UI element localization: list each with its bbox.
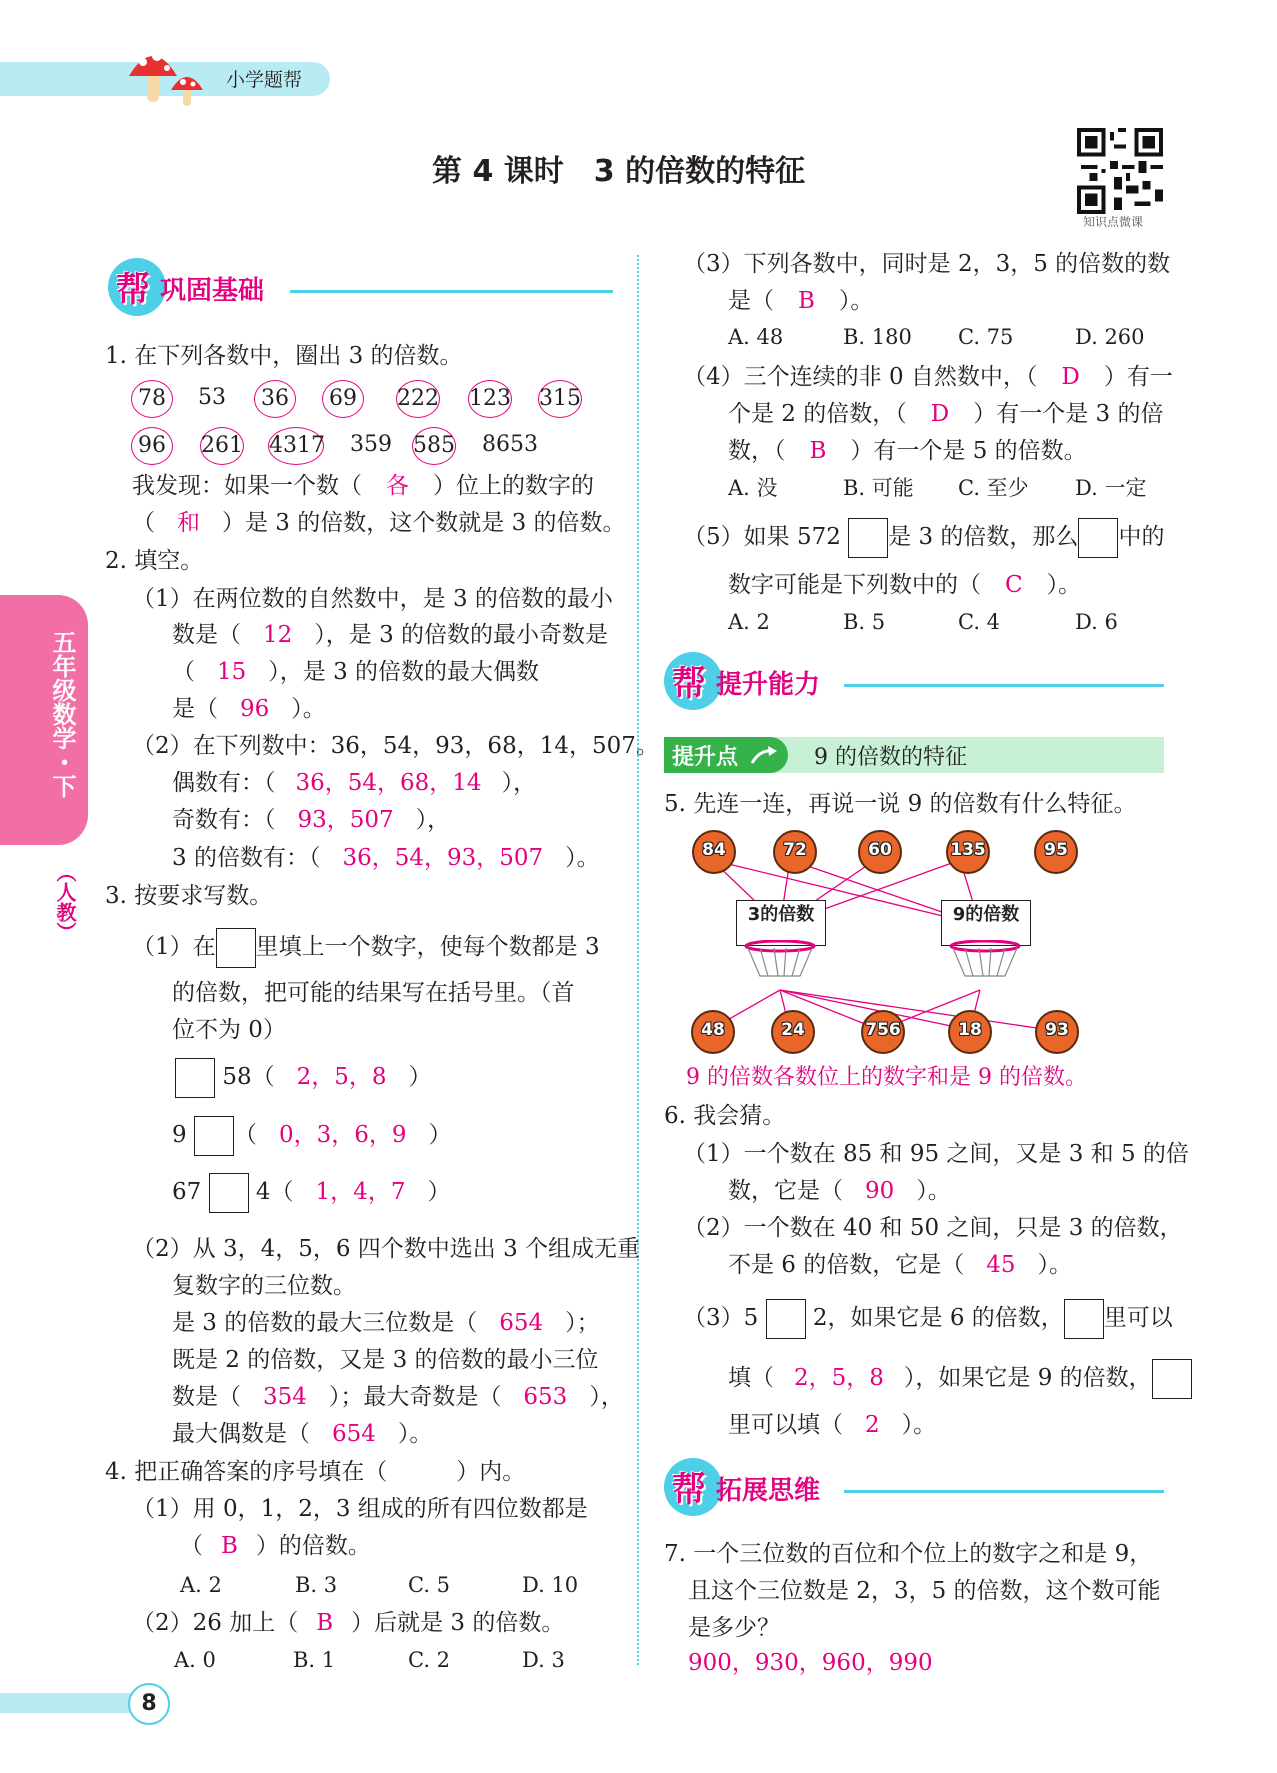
option-c[interactable]: C. 75 xyxy=(958,325,1014,349)
q4-text: 4. 把正确答案的序号填在（ ）内。 xyxy=(105,1459,526,1485)
circled-number[interactable]: 96 xyxy=(131,427,173,465)
blank-box[interactable] xyxy=(1064,1299,1104,1339)
blank-box[interactable] xyxy=(175,1058,215,1098)
basketball-18[interactable]: 18 xyxy=(948,1010,992,1054)
number[interactable]: 8653 xyxy=(482,432,538,457)
tip-bar xyxy=(664,737,1164,773)
q1-find-line2: （ 和 ）是 3 的倍数，这个数就是 3 的倍数。 xyxy=(132,510,626,536)
circled-number[interactable]: 69 xyxy=(322,380,364,418)
q3-text: 3. 按要求写数。 xyxy=(105,883,273,909)
number[interactable]: 359 xyxy=(350,432,392,457)
column-divider xyxy=(637,255,639,1665)
q3-s2-line2: 复数字的三位数。 xyxy=(172,1273,356,1299)
basketball-84[interactable]: 84 xyxy=(692,830,736,874)
section-rule xyxy=(844,684,1164,687)
option-a[interactable]: A. 48 xyxy=(728,325,784,349)
tip-text: 9 的倍数的特征 xyxy=(814,745,967,770)
q4-s2-line1: （2）26 加上（ B ）后就是 3 的倍数。 xyxy=(132,1610,565,1636)
option-d[interactable]: D. 260 xyxy=(1075,325,1145,349)
q3-s2-line5: 数是（ 354 ）；最大奇数是（ 653 ）， xyxy=(172,1384,624,1410)
bang-badge: 帮 xyxy=(664,1458,722,1516)
page-title: 第 4 课时 3 的倍数的特征 xyxy=(432,154,806,189)
q2-s1-line3: （ 15 ），是 3 的倍数的最大偶数 xyxy=(172,659,540,685)
q3-s1-line1: （1）在 里填上一个数字，使每个数都是 3 xyxy=(132,928,600,968)
blank-box[interactable] xyxy=(1078,518,1118,558)
q7-line3: 是多少？ xyxy=(688,1615,780,1641)
option-c[interactable]: C. 4 xyxy=(958,610,1001,634)
q2-s2-line1: （2）在下列数中：36，54，93，68，14，507。 xyxy=(132,733,659,759)
q4-s4-line3: 数，（ B ）有一个是 5 的倍数。 xyxy=(728,438,1087,464)
q2-mult: 3 的倍数有：（ 36，54，93，507 ）。 xyxy=(172,845,600,871)
circled-number[interactable]: 36 xyxy=(254,380,296,418)
option-a[interactable]: A. 2 xyxy=(180,1573,222,1597)
basketball-60[interactable]: 60 xyxy=(858,830,902,874)
q6-s3-line2: 填（ 2，5，8 ），如果它是 9 的倍数， xyxy=(728,1356,1192,1400)
circled-number[interactable]: 123 xyxy=(468,380,512,418)
basketball-24[interactable]: 24 xyxy=(771,1010,815,1054)
blank-box[interactable] xyxy=(1152,1359,1192,1399)
q5-answer: 9 的倍数各数位上的数字和是 9 的倍数。 xyxy=(686,1065,1087,1090)
q4-s1-line2: （ B ）的倍数。 xyxy=(180,1533,371,1559)
option-a[interactable]: A. 0 xyxy=(174,1648,216,1672)
circled-number[interactable]: 261 xyxy=(200,427,244,465)
tip-label: 提升点 xyxy=(664,737,788,773)
q3-s2-line1: （2）从 3，4，5，6 四个数中选出 3 个组成无重 xyxy=(132,1236,641,1262)
option-c[interactable]: C. 至少 xyxy=(958,476,1029,500)
option-b[interactable]: B. 3 xyxy=(295,1573,338,1597)
qr-caption: 知识点微课 xyxy=(1083,215,1144,229)
q2-even: 偶数有：（ 36，54，68，14 ）， xyxy=(172,770,537,796)
basketball-48[interactable]: 48 xyxy=(691,1010,735,1054)
q3-s1-line3: 位不为 0） xyxy=(172,1017,286,1043)
option-b[interactable]: B. 1 xyxy=(293,1648,336,1672)
page-number: 8 xyxy=(128,1683,170,1725)
brand-name: 小学题帮 xyxy=(226,69,303,91)
section-expand-title: 拓展思维 xyxy=(716,1476,821,1506)
option-d[interactable]: D. 3 xyxy=(522,1648,565,1672)
hoop-3: 3的倍数 xyxy=(730,900,830,980)
option-b[interactable]: B. 可能 xyxy=(843,476,914,500)
q3-s2-line3: 是 3 的倍数的最大三位数是（ 654 ）； xyxy=(172,1310,600,1336)
q6-s3-line3: 里可以填（ 2 ）。 xyxy=(728,1412,937,1438)
option-d[interactable]: D. 一定 xyxy=(1075,476,1147,500)
option-c[interactable]: C. 5 xyxy=(408,1573,451,1597)
q4-s5-line2: 数字可能是下列数中的（ C ）。 xyxy=(728,572,1082,598)
basketball-135[interactable]: 135 xyxy=(946,830,990,874)
q3-row3: 67 4（ 1，4，7 ） xyxy=(172,1170,450,1214)
circled-number[interactable]: 585 xyxy=(412,427,456,465)
q2-s1-line4: 是（ 96 ）。 xyxy=(172,696,326,722)
q6-text: 6. 我会猜。 xyxy=(664,1103,786,1129)
basketball-93[interactable]: 93 xyxy=(1035,1010,1079,1054)
q6-s3-line1: （3）5 2，如果它是 6 的倍数， 里可以 xyxy=(683,1296,1173,1340)
blank-box[interactable] xyxy=(216,928,256,968)
q6-s2-line2: 不是 6 的倍数，它是（ 45 ）。 xyxy=(728,1252,1073,1278)
q2-odd: 奇数有：（ 93，507 ）， xyxy=(172,807,451,833)
section-rule xyxy=(844,1490,1164,1493)
basketball-756[interactable]: 756 xyxy=(861,1010,905,1054)
section-improve-title: 提升能力 xyxy=(716,670,821,700)
q4-s3-line2: 是（ B ）。 xyxy=(728,288,874,314)
circled-number[interactable]: 4317 xyxy=(268,427,324,465)
circled-number[interactable]: 222 xyxy=(396,380,440,418)
circled-number[interactable]: 315 xyxy=(538,380,582,418)
q3-s2-line6: 最大偶数是（ 654 ）。 xyxy=(172,1421,433,1447)
side-tab-grade: 五年级数学・下 xyxy=(48,630,76,798)
q4-s3-line1: （3）下列各数中，同时是 2，3，5 的倍数的数 xyxy=(683,251,1171,277)
q6-s1-line1: （1）一个数在 85 和 95 之间，又是 3 和 5 的倍 xyxy=(683,1141,1189,1167)
q3-row1: 58（ 2，5，8 ） xyxy=(175,1055,432,1099)
number[interactable]: 53 xyxy=(198,385,226,410)
circled-number[interactable]: 78 xyxy=(131,380,173,418)
q4-s4-line1: （4）三个连续的非 0 自然数中，（ D ）有一 xyxy=(683,364,1173,390)
basketball-72[interactable]: 72 xyxy=(773,830,817,874)
section-improve xyxy=(664,654,1164,710)
q7-line2: 且这个三位数是 2，3，5 的倍数，这个数可能 xyxy=(688,1578,1161,1604)
blank-box[interactable] xyxy=(848,518,888,558)
q2-text: 2. 填空。 xyxy=(105,548,204,574)
option-c[interactable]: C. 2 xyxy=(408,1648,451,1672)
hoop-9: 9的倍数 xyxy=(935,900,1035,980)
q4-s4-line2: 个是 2 的倍数，（ D ）有一个是 3 的倍 xyxy=(728,401,1164,427)
q7-line1: 7. 一个三位数的百位和个位上的数字之和是 9， xyxy=(664,1541,1153,1567)
side-tab-edition: （人教） xyxy=(53,862,77,942)
blank-box[interactable] xyxy=(194,1116,234,1156)
bang-badge: 帮 xyxy=(664,652,722,710)
q4-s5-line1: （5）如果 572 是 3 的倍数，那么 中的 xyxy=(683,515,1164,559)
section-expand xyxy=(664,1460,1164,1516)
q1-find-line1: 我发现：如果一个数（ 各 ）位上的数字的 xyxy=(132,473,594,499)
qr-code[interactable] xyxy=(1077,128,1163,214)
q4-s1-line1: （1）用 0，1，2，3 组成的所有四位数都是 xyxy=(132,1496,588,1522)
blank-box[interactable] xyxy=(209,1173,249,1213)
arrow-icon xyxy=(750,745,780,767)
option-d[interactable]: D. 6 xyxy=(1075,610,1118,634)
option-d[interactable]: D. 10 xyxy=(522,1573,579,1597)
q1-text: 1. 在下列各数中，圈出 3 的倍数。 xyxy=(105,343,463,369)
option-b[interactable]: B. 180 xyxy=(843,325,912,349)
q3-s2-line4: 既是 2 的倍数，又是 3 的倍数的最小三位 xyxy=(172,1347,599,1373)
blank-box[interactable] xyxy=(766,1299,806,1339)
q6-s1-line2: 数，它是（ 90 ）。 xyxy=(728,1178,951,1204)
section-basic xyxy=(108,260,613,316)
bang-badge: 帮 xyxy=(108,258,166,316)
q3-row2: 9 （ 0，3，6，9 ） xyxy=(172,1113,452,1157)
q6-s2-line1: （2）一个数在 40 和 50 之间，只是 3 的倍数， xyxy=(683,1215,1183,1241)
section-basic-title: 巩固基础 xyxy=(160,276,265,306)
mushroom-logo xyxy=(125,40,215,112)
section-rule xyxy=(290,290,613,293)
q3-s1-line2: 的倍数，把可能的结果写在括号里。（首 xyxy=(172,980,575,1006)
option-a[interactable]: A. 2 xyxy=(728,610,770,634)
basketball-95[interactable]: 95 xyxy=(1034,830,1078,874)
option-b[interactable]: B. 5 xyxy=(843,610,886,634)
q7-answer: 900，930，960，990 xyxy=(688,1650,933,1676)
option-a[interactable]: A. 没 xyxy=(728,476,778,500)
q2-s1-line1: （1）在两位数的自然数中，是 3 的倍数的最小 xyxy=(132,586,613,612)
q2-s1-line2: 数是（ 12 ），是 3 的倍数的最小奇数是 xyxy=(172,622,609,648)
q5-text: 5. 先连一连，再说一说 9 的倍数有什么特征。 xyxy=(664,791,1137,817)
